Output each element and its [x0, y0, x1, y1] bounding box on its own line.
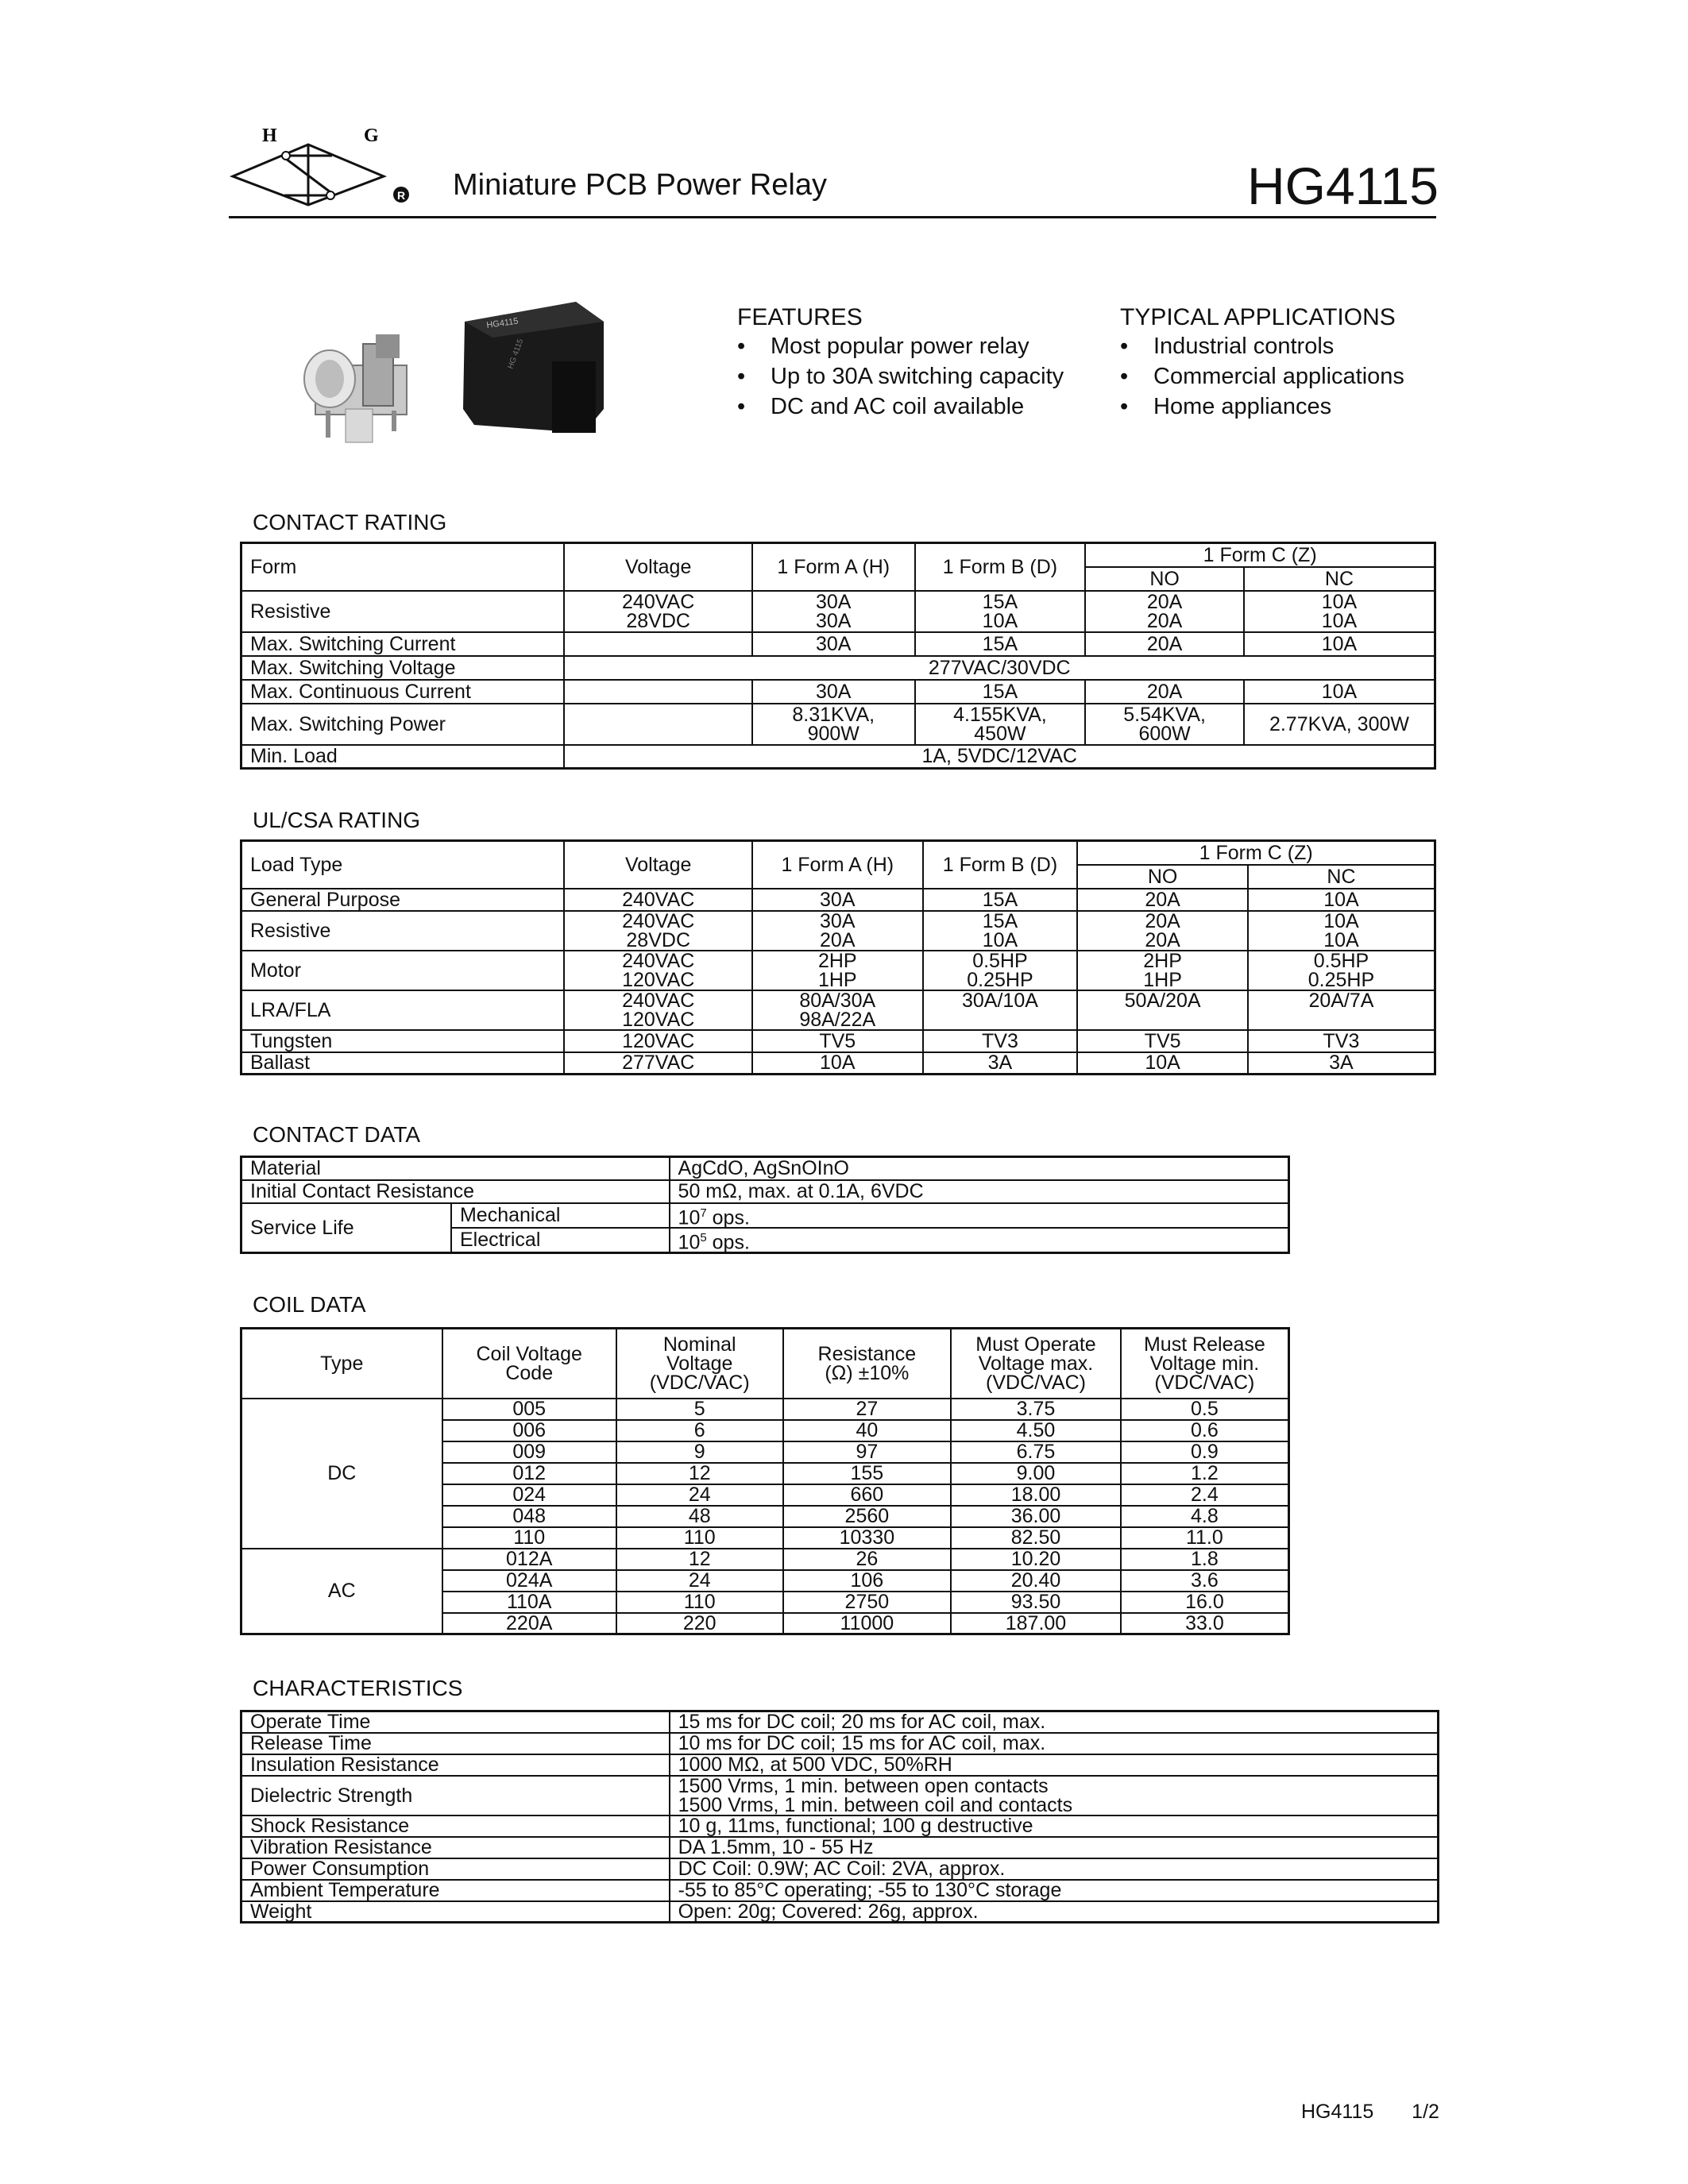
cell	[564, 951, 752, 990]
cell-line: 10 ms for DC coil; 15 ms for AC coil, max.	[678, 1732, 1046, 1754]
table-row	[241, 951, 1435, 990]
header-nc: NC	[1248, 865, 1435, 889]
cell	[1077, 911, 1248, 951]
ul-csa-rating-table	[240, 839, 1436, 1075]
cell: 10A	[1077, 1052, 1248, 1075]
cell: 009	[442, 1441, 616, 1463]
contact-data-table	[240, 1156, 1290, 1254]
header-voltage: Voltage	[564, 543, 751, 591]
cell	[670, 1203, 1289, 1228]
cell: 27	[783, 1399, 952, 1420]
cell	[670, 1733, 1439, 1754]
table-row	[241, 1180, 1289, 1203]
svg-text:HG4115: HG4115	[485, 316, 520, 330]
cell: 6	[616, 1420, 783, 1441]
cell: TV5	[752, 1030, 923, 1052]
table-row	[241, 745, 1435, 769]
cell: 50A/20A	[1077, 990, 1248, 1030]
coil-type-ac: AC	[241, 1549, 442, 1634]
cell-line: 10A	[982, 609, 1018, 632]
cell: 12	[616, 1463, 783, 1484]
table-row	[241, 1203, 1289, 1228]
cell: 12	[616, 1549, 783, 1570]
cell: 50 mΩ, max. at 0.1A, 6VDC	[670, 1180, 1289, 1203]
header-divider	[229, 216, 1436, 218]
cell	[1085, 704, 1244, 745]
exponent: 7	[700, 1206, 707, 1220]
row-label: Resistive	[241, 911, 565, 951]
cell: 9	[616, 1441, 783, 1463]
table-row	[241, 889, 1435, 911]
table-row	[241, 1030, 1435, 1052]
cell-line: 5.54KVA,	[1123, 703, 1206, 726]
cell: 16.0	[1121, 1592, 1289, 1613]
cell: 1A, 5VDC/12VAC	[564, 745, 1435, 769]
cell-line: 0.25HP	[967, 968, 1033, 991]
cell-line: 10A	[1323, 909, 1359, 932]
header-must-operate	[951, 1329, 1121, 1399]
cell	[564, 680, 751, 704]
cell-line: DC Coil: 0.9W; AC Coil: 2VA, approx.	[678, 1858, 1006, 1880]
header-line: (VDC/VAC)	[1154, 1371, 1255, 1394]
row-label: Tungsten	[241, 1030, 565, 1052]
table-row	[241, 1901, 1439, 1923]
cell: 106	[783, 1570, 952, 1592]
row-label: Weight	[241, 1901, 670, 1923]
cell: TV5	[1077, 1030, 1248, 1052]
cell-line: 30A	[820, 909, 856, 932]
cell: 120VAC	[564, 1030, 752, 1052]
header-type: Type	[241, 1329, 442, 1399]
header-form: Form	[241, 543, 565, 591]
cell-line: 1000 MΩ, at 500 VDC, 50%RH	[678, 1754, 952, 1776]
cell-line: 4.155KVA,	[953, 703, 1047, 726]
cell: 2560	[783, 1506, 952, 1527]
header-line: Resistance	[817, 1342, 917, 1365]
footer-model: HG4115	[1301, 2101, 1374, 2123]
header-load-type: Load Type	[241, 841, 565, 889]
cell	[915, 704, 1086, 745]
cell: 155	[783, 1463, 952, 1484]
row-sublabel: Electrical	[451, 1228, 670, 1253]
cell-line: 0.5HP	[1313, 949, 1369, 972]
cell-line: 240VAC	[622, 949, 695, 972]
cell-line: 10A	[1321, 609, 1358, 632]
header-line: Voltage	[666, 1352, 733, 1375]
cell-line: 20A	[820, 928, 856, 951]
cell-line: 30A	[816, 590, 852, 613]
applications-list	[1120, 331, 1404, 422]
cell: 15A	[915, 632, 1086, 656]
row-label: General Purpose	[241, 889, 565, 911]
cell: 5	[616, 1399, 783, 1420]
coil-data-table	[240, 1327, 1290, 1635]
cell: 33.0	[1121, 1613, 1289, 1634]
cell: 30A/10A	[923, 990, 1078, 1030]
cell-line: 20A	[1145, 909, 1180, 932]
cell: 1.2	[1121, 1463, 1289, 1484]
coil-data-title: COIL DATA	[253, 1292, 366, 1317]
table-row	[241, 704, 1435, 745]
cell	[752, 591, 915, 632]
header-nc: NC	[1244, 567, 1435, 591]
cell	[752, 990, 923, 1030]
header-must-release	[1121, 1329, 1289, 1399]
cell: 277VAC/30VDC	[564, 656, 1435, 680]
header-line: Voltage min.	[1149, 1352, 1260, 1375]
logo-letter-g: G	[364, 125, 379, 146]
characteristics-title: CHARACTERISTICS	[253, 1676, 463, 1700]
row-label: Dielectric Strength	[241, 1776, 670, 1815]
cell-line: 0.25HP	[1308, 968, 1375, 991]
header-line: (Ω) ±10%	[825, 1361, 910, 1384]
document-subtitle: Miniature PCB Power Relay	[453, 168, 827, 202]
cell-line: 10 g, 11ms, functional; 100 g destructive	[678, 1815, 1033, 1837]
header-no: NO	[1077, 865, 1248, 889]
cell	[670, 1815, 1439, 1837]
svg-text:HG 4115: HG 4115	[506, 338, 526, 371]
cell: 30A	[752, 889, 923, 911]
cell: 3A	[1248, 1052, 1435, 1075]
cell: 2.4	[1121, 1484, 1289, 1506]
coil-type-dc: DC	[241, 1399, 442, 1549]
table-row	[241, 680, 1435, 704]
cell: 30A	[752, 680, 915, 704]
cell: 11.0	[1121, 1527, 1289, 1549]
header-no: NO	[1085, 567, 1244, 591]
cell: 4.8	[1121, 1506, 1289, 1527]
cell-line: 600W	[1138, 722, 1191, 745]
cell: TV3	[1248, 1030, 1435, 1052]
cell: 97	[783, 1441, 952, 1463]
cell-line: 450W	[974, 722, 1026, 745]
cell: 012	[442, 1463, 616, 1484]
header-line: (VDC/VAC)	[649, 1371, 750, 1394]
cell-line: 0.5HP	[972, 949, 1028, 972]
row-label: Max. Switching Current	[241, 632, 565, 656]
row-label: Max. Switching Voltage	[241, 656, 565, 680]
cell-line: 10A	[982, 928, 1018, 951]
cell-line: 2HP	[1143, 949, 1182, 972]
cell-line: 240VAC	[622, 909, 695, 932]
cell: 20A	[1085, 632, 1244, 656]
covered-relay-image	[457, 298, 608, 437]
cell-unit: ops.	[706, 1231, 750, 1254]
cell-line: 1500 Vrms, 1 min. between open contacts	[678, 1774, 1049, 1797]
cell: 220A	[442, 1613, 616, 1634]
cell: 10A	[1244, 632, 1435, 656]
header-nominal-voltage	[616, 1329, 783, 1399]
row-label: Shock Resistance	[241, 1815, 670, 1837]
header-line: Voltage max.	[978, 1352, 1094, 1375]
cell-line: 900W	[807, 722, 859, 745]
cell: 36.00	[951, 1506, 1121, 1527]
cell-line: 20A	[1145, 928, 1180, 951]
cell: 15A	[915, 680, 1086, 704]
cell: 110	[616, 1527, 783, 1549]
cell	[923, 911, 1078, 951]
cell: 187.00	[951, 1613, 1121, 1634]
row-label: Motor	[241, 951, 565, 990]
application-item: • Industrial controls	[1120, 331, 1404, 361]
cell: 48	[616, 1506, 783, 1527]
cell: AgCdO, AgSnOInO	[670, 1157, 1289, 1180]
cell-line: 8.31KVA,	[792, 703, 875, 726]
row-label: Max. Continuous Current	[241, 680, 565, 704]
cell: 15A	[923, 889, 1078, 911]
cell: 20.40	[951, 1570, 1121, 1592]
row-label: Max. Switching Power	[241, 704, 565, 745]
header-line: Nominal	[662, 1333, 736, 1356]
header-form-a: 1 Form A (H)	[752, 841, 923, 889]
cell: 660	[783, 1484, 952, 1506]
applications-block	[1120, 304, 1404, 422]
cell	[923, 951, 1078, 990]
cell-line: 30A	[816, 609, 852, 632]
cell-unit: ops.	[706, 1206, 750, 1229]
cell-line: 10A	[1321, 590, 1358, 613]
row-sublabel: Mechanical	[451, 1203, 670, 1228]
cell: 82.50	[951, 1527, 1121, 1549]
table-row	[241, 1880, 1439, 1901]
application-item: • Commercial applications	[1120, 361, 1404, 392]
cell: 240VAC	[564, 889, 752, 911]
table-row	[241, 632, 1435, 656]
cell	[564, 911, 752, 951]
cell: 26	[783, 1549, 952, 1570]
header-resistance	[783, 1329, 952, 1399]
cell	[564, 704, 751, 745]
cell: 24	[616, 1570, 783, 1592]
cell-line: Open: 20g; Covered: 26g, approx.	[678, 1900, 979, 1923]
cell-line: 1HP	[817, 968, 857, 991]
cell	[1077, 951, 1248, 990]
cell	[670, 1776, 1439, 1815]
cell	[670, 1901, 1439, 1923]
table-row	[241, 591, 1435, 632]
cell-line: 240VAC	[622, 989, 695, 1012]
cell-line: 15A	[982, 909, 1018, 932]
cell-line: 15A	[982, 590, 1018, 613]
cell: 3A	[923, 1052, 1078, 1075]
row-label: Vibration Resistance	[241, 1837, 670, 1858]
cell: 006	[442, 1420, 616, 1441]
features-list	[737, 331, 1064, 422]
cell-line: -55 to 85°C operating; -55 to 130°C storage	[678, 1879, 1062, 1901]
table-row	[241, 656, 1435, 680]
contact-rating-title: CONTACT RATING	[253, 510, 447, 534]
cell	[915, 591, 1086, 632]
cell: 20A	[1085, 680, 1244, 704]
cell	[670, 1711, 1439, 1733]
open-relay-image	[298, 322, 417, 445]
cell	[670, 1880, 1439, 1901]
features-title: FEATURES	[737, 304, 863, 330]
cell: 11000	[783, 1613, 952, 1634]
cell: 048	[442, 1506, 616, 1527]
cell	[670, 1754, 1439, 1776]
row-label: Insulation Resistance	[241, 1754, 670, 1776]
cell: 40	[783, 1420, 952, 1441]
header-line: Must Operate	[975, 1333, 1096, 1356]
header-line: Coil Voltage	[476, 1342, 582, 1365]
cell-line: 28VDC	[626, 609, 690, 632]
cell: 24	[616, 1484, 783, 1506]
row-label: Power Consumption	[241, 1858, 670, 1880]
cell: 6.75	[951, 1441, 1121, 1463]
cell: 005	[442, 1399, 616, 1420]
ul-csa-rating-title: UL/CSA RATING	[253, 808, 421, 832]
page-footer	[1301, 2101, 1439, 2124]
feature-item: • DC and AC coil available	[737, 392, 1064, 422]
features-block	[737, 304, 1064, 422]
row-label: Ballast	[241, 1052, 565, 1075]
cell: 20A/7A	[1248, 990, 1435, 1030]
hg-logo	[229, 119, 411, 206]
cell	[564, 591, 751, 632]
row-label: Resistive	[241, 591, 565, 632]
cell: 2750	[783, 1592, 952, 1613]
cell-line: 240VAC	[622, 590, 695, 613]
row-label: Initial Contact Resistance	[241, 1180, 670, 1203]
cell: 4.50	[951, 1420, 1121, 1441]
cell-line: DA 1.5mm, 10 - 55 Hz	[678, 1836, 874, 1858]
cell: 10.20	[951, 1549, 1121, 1570]
characteristics-table	[240, 1710, 1439, 1924]
cell	[564, 632, 751, 656]
feature-item: • Up to 30A switching capacity	[737, 361, 1064, 392]
cell-value: 10	[678, 1206, 701, 1229]
header-line: Code	[505, 1361, 554, 1384]
cell	[670, 1228, 1289, 1253]
contact-rating-table	[240, 542, 1436, 770]
cell	[670, 1837, 1439, 1858]
header-form-b: 1 Form B (D)	[923, 841, 1078, 889]
cell: 3.75	[951, 1399, 1121, 1420]
cell-value: 10	[678, 1231, 701, 1254]
row-label: LRA/FLA	[241, 990, 565, 1030]
row-label: Min. Load	[241, 745, 565, 769]
cell	[1248, 951, 1435, 990]
cell-line: 98A/22A	[799, 1008, 876, 1031]
row-label: Release Time	[241, 1733, 670, 1754]
table-row	[241, 1549, 1289, 1570]
applications-title: TYPICAL APPLICATIONS	[1120, 304, 1396, 330]
cell: 10330	[783, 1527, 952, 1549]
table-row	[241, 911, 1435, 951]
cell-line: 120VAC	[622, 968, 695, 991]
cell-line: 20A	[1146, 609, 1183, 632]
table-row	[241, 1815, 1439, 1837]
cell-line: 20A	[1146, 590, 1183, 613]
cell-line: 1500 Vrms, 1 min. between coil and contacts	[678, 1793, 1073, 1816]
header-form-c: 1 Form C (Z)	[1085, 543, 1435, 567]
row-label: Ambient Temperature	[241, 1880, 670, 1901]
cell	[670, 1858, 1439, 1880]
table-row	[241, 1157, 1289, 1180]
cell-line: 120VAC	[622, 1008, 695, 1031]
table-row	[241, 1837, 1439, 1858]
cell: 1.8	[1121, 1549, 1289, 1570]
svg-text:R: R	[397, 189, 406, 202]
cell: 20A	[1077, 889, 1248, 911]
table-row	[241, 1399, 1289, 1420]
row-label: Service Life	[241, 1203, 451, 1253]
cell	[752, 951, 923, 990]
header-form-a: 1 Form A (H)	[752, 543, 915, 591]
table-row	[241, 1776, 1439, 1815]
cell: 0.6	[1121, 1420, 1289, 1441]
cell-line: 15 ms for DC coil; 20 ms for AC coil, max.	[678, 1711, 1046, 1734]
cell-line: 2HP	[817, 949, 857, 972]
table-row	[241, 1052, 1435, 1075]
header-form-b: 1 Form B (D)	[915, 543, 1086, 591]
cell-line: 10A	[1323, 928, 1359, 951]
cell: 024	[442, 1484, 616, 1506]
row-label: Material	[241, 1157, 670, 1180]
cell: 220	[616, 1613, 783, 1634]
cell: 30A	[752, 632, 915, 656]
cell: 110	[616, 1592, 783, 1613]
header-coil-code	[442, 1329, 616, 1399]
cell	[752, 911, 923, 951]
feature-item: • Most popular power relay	[737, 331, 1064, 361]
footer-page-number: 1/2	[1412, 2101, 1439, 2123]
cell	[752, 704, 915, 745]
header-form-c: 1 Form C (Z)	[1077, 841, 1435, 865]
table-row	[241, 1754, 1439, 1776]
cell	[564, 990, 752, 1030]
cell: 10A	[1244, 680, 1435, 704]
cell: TV3	[923, 1030, 1078, 1052]
cell-line: 80A/30A	[799, 989, 876, 1012]
header-line: (VDC/VAC)	[986, 1371, 1086, 1394]
cell: 9.00	[951, 1463, 1121, 1484]
table-row	[241, 1858, 1439, 1880]
cell: 024A	[442, 1570, 616, 1592]
cell-line: 1HP	[1143, 968, 1182, 991]
cell: 10A	[752, 1052, 923, 1075]
cell: 277VAC	[564, 1052, 752, 1075]
cell: 3.6	[1121, 1570, 1289, 1592]
header-line: Must Release	[1143, 1333, 1265, 1356]
cell-line: 28VDC	[626, 928, 690, 951]
table-row	[241, 1733, 1439, 1754]
cell: 2.77KVA, 300W	[1244, 704, 1435, 745]
cell	[1248, 911, 1435, 951]
cell	[1244, 591, 1435, 632]
header-voltage: Voltage	[564, 841, 752, 889]
exponent: 5	[700, 1230, 707, 1244]
table-row	[241, 990, 1435, 1030]
logo-letter-h: H	[262, 125, 277, 146]
cell: 93.50	[951, 1592, 1121, 1613]
row-label: Operate Time	[241, 1711, 670, 1733]
cell: 0.9	[1121, 1441, 1289, 1463]
application-item: • Home appliances	[1120, 392, 1404, 422]
cell: 012A	[442, 1549, 616, 1570]
cell	[1085, 591, 1244, 632]
cell: 18.00	[951, 1484, 1121, 1506]
model-number: HG4115	[1247, 156, 1439, 215]
contact-data-title: CONTACT DATA	[253, 1122, 421, 1147]
cell: 10A	[1248, 889, 1435, 911]
table-row	[241, 1711, 1439, 1733]
cell: 110	[442, 1527, 616, 1549]
cell: 110A	[442, 1592, 616, 1613]
cell: 0.5	[1121, 1399, 1289, 1420]
